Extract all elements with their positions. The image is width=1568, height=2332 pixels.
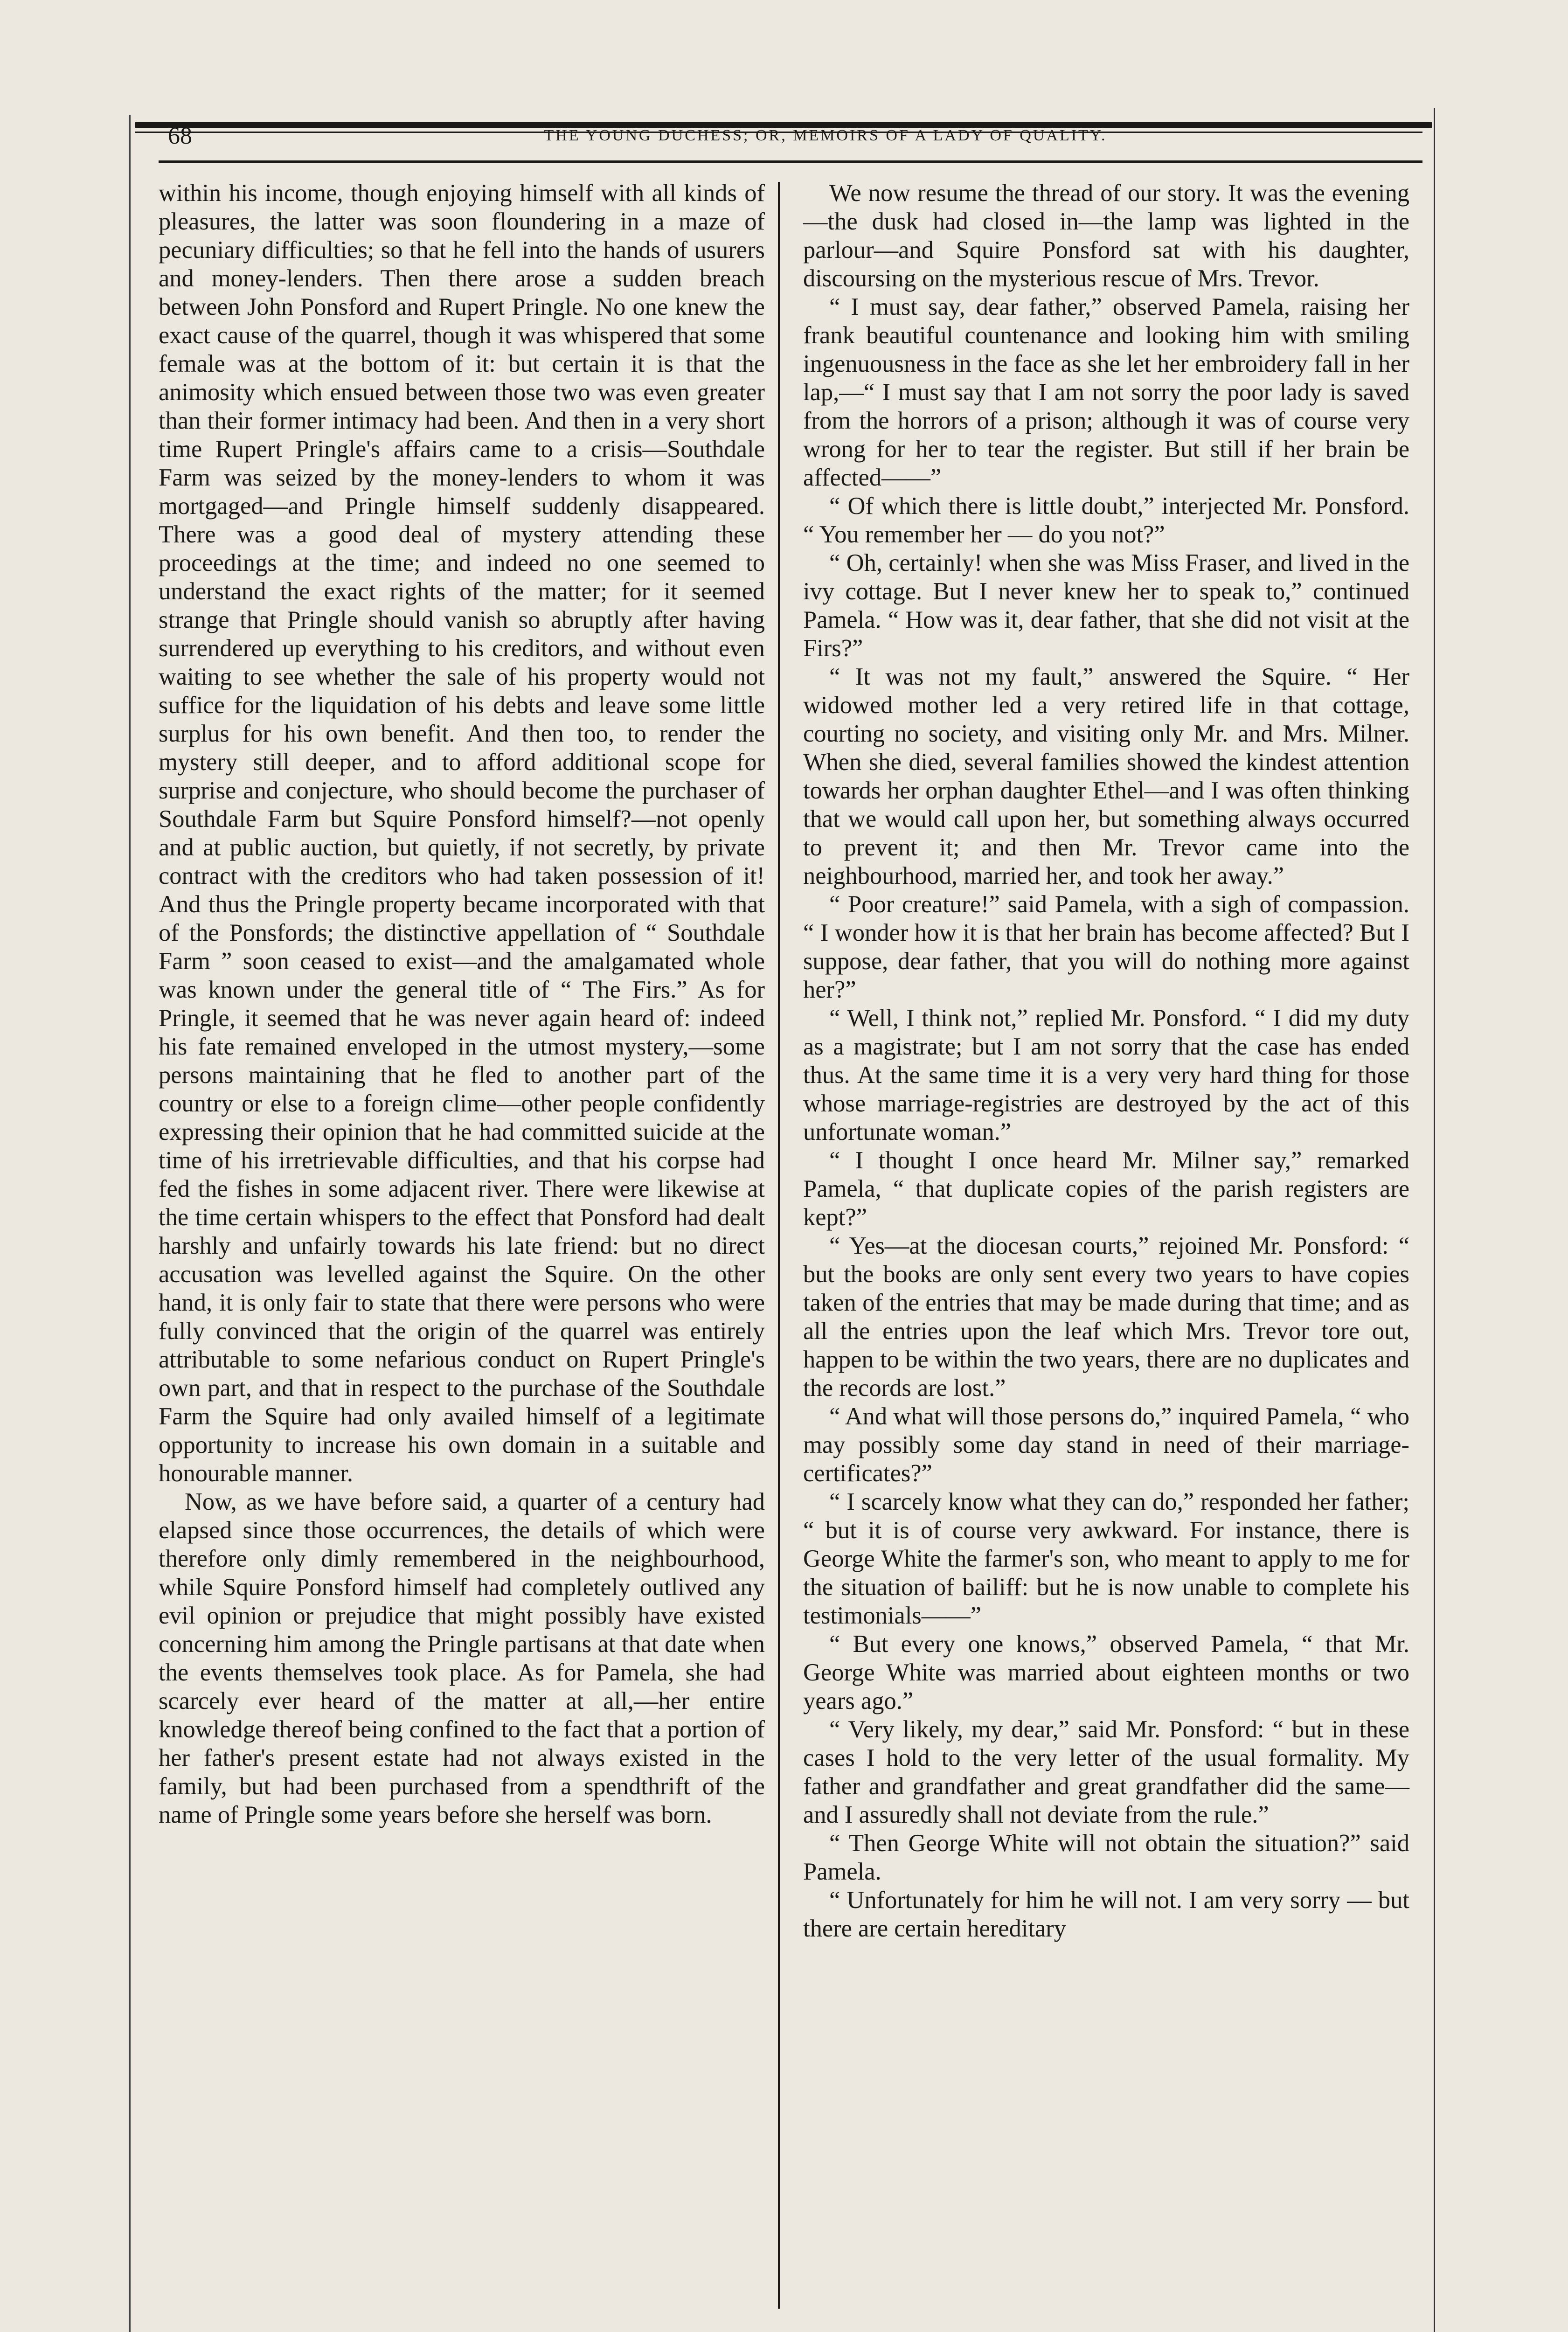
paragraph: “ Poor creature!” said Pamela, with a sigh of compassion. “ I wonder how it is that her brain has become affected? But I suppose, dear father, that you will do nothing more against her?” [803,891,1409,1003]
paragraph: within his income, though enjoying himself with all kinds of pleasures, the latter was soon floundering in a maze of pecuniary difficulties; so that he fell into the hands of usurers and money-lenders. Then there arose a sudden breach between John Ponsford and Rupert Pringle. No one knew the exact cause of the quarrel, though it was whispered that some female was at the bottom of it: but certain it is that the animosity which ensued between those two was even greater than their former intimacy had been. And then in a very short time Rupert Pringle's affairs came to a crisis—Southdale Farm was seized by the money-lenders to whom it was mortgaged—and Pringle himself suddenly disappeared. There was a good deal of mystery attending these proceedings at the time; and indeed no one seemed to understand the exact rights of the matter; for it seemed strange that Pringle should vanish so abruptly after having surrendered up everything to his creditors, and without even waiting to see whether the sale of his property would not suffice for the liquidation of his debts and leave some little surplus for his own benefit. And then too, to render the mystery still deeper, and to afford additional scope for surprise and conjecture, who should become the purchaser of Southdale Farm but Squire Ponsford himself?—not openly and at public auction, but quietly, if not secretly, by private contract with the creditors who had taken possession of it! And thus the Pringle property became incorporated with that of the Ponsfords; the distinctive appellation of “ Southdale Farm ” soon ceased to exist—and the amalgamated whole was known under the general title of “ The Firs.” As for Pringle, it seemed that he was never again heard of: indeed his fate remained enveloped in the utmost mystery,—some persons maintaining that he fled to another part of the country or else to a foreign clime—other people confidently expressing their opinion that he had committed suicide at the time of his irretrievable difficulties, and that his corpse had fed the fishes in some adjacent river. There were likewise at the time certain whispers to the effect that Ponsford had dealt harshly and unfairly towards his late friend: but no direct accusation was levelled against the Squire. On the other hand, it is only fair to state that there were persons who were fully convinced that the origin of the quarrel was entirely attributable to some nefarious conduct on Rupert Pringle's own part, and that in respect to the purchase of the Southdale Farm the Squire had only availed himself of a legitimate opportunity to increase his own domain in a suitable and honourable manner. [159,180,765,1487]
paragraph: “ I thought I once heard Mr. Milner say,” remarked Pamela, “ that duplicate copies of the parish registers are kept?” [803,1147,1409,1231]
left-border-rule [129,115,131,2332]
paragraph: “ It was not my fault,” answered the Squire. “ Her widowed mother led a very retired life in that cottage, courting no society, and visiting only Mr. and Mrs. Milner. When she died, several families showed the kindest attention towards her orphan daughter Ethel—and I was often thinking that we would call upon her, but something always occurred to prevent it; and then Mr. Trevor came into the neighbourhood, married her, and took her away.” [803,663,1409,889]
paragraph: “ Of which there is little doubt,” interjected Mr. Ponsford. “ You remember her — do you not?” [803,493,1409,548]
paragraph: We now resume the thread of our story. It was the evening—the dusk had closed in—the lamp was lighted in the parlour—and Squire Ponsford sat with his daughter, discoursing on the mysterious rescue of Mrs. Trevor. [803,180,1409,292]
paragraph: “ Oh, certainly! when she was Miss Fraser, and lived in the ivy cottage. But I never knew her to speak to,” continued Pamela. “ How was it, dear father, that she did not visit at the Firs?” [803,549,1409,662]
running-head: THE YOUNG DUCHESS; OR, MEMOIRS OF A LADY OF QUALITY. [544,127,1107,144]
paragraph: “ But every one knows,” observed Pamela, “ that Mr. George White was married about eighteen months or two years ago.” [803,1631,1409,1714]
paragraph: “ I scarcely know what they can do,” responded her father; “ but it is of course very awkward. For instance, there is George White the farmer's son, who meant to apply to me for the situation of bailiff: but he is now unable to complete his testimonials——” [803,1488,1409,1629]
column-divider [778,182,780,2309]
header-rule [159,160,1422,163]
paragraph: Now, as we have before said, a quarter of a century had elapsed since those occurrences, the details of which were therefore only dimly remembered in the neighbourhood, while Squire Ponsford himself had completely outlived any evil opinion or prejudice that might possibly have existed concerning him among the Pringle partisans at that date when the events themselves took place. As for Pamela, she had scarcely ever heard of the matter at all,—her entire knowledge thereof being confined to the fact that a portion of her father's present estate had not always existed in the family, but had been purchased from a spendthrift of the name of Pringle some years before she herself was born. [159,1488,765,1828]
paragraph: “ Unfortunately for him he will not. I am very sorry — but there are certain hereditary [803,1887,1409,1942]
paragraph: “ I must say, dear father,” observed Pamela, raising her frank beautiful countenance and looking him with smiling ingenuousness in the face as she let her embroidery fall in her lap,—“ I must say that I am not sorry the poor lady is saved from the horrors of a prison; although it was of course very wrong for her to tear the register. But still if her brain be affected——” [803,293,1409,491]
right-border-rule [1434,108,1435,2332]
paragraph: “ Very likely, my dear,” said Mr. Ponsford: “ but in these cases I hold to the very letter of the usual formality. My father and grandfather and great grandfather did the same—and I assuredly shall not deviate from the rule.” [803,1716,1409,1828]
right-column [803,179,1409,1943]
left-column [159,179,765,1829]
paragraph: “ And what will those persons do,” inquired Pamela, “ who may possibly some day stand in need of their marriage-certificates?” [803,1403,1409,1487]
paragraph: “ Well, I think not,” replied Mr. Ponsford. “ I did my duty as a magistrate; but I am not sorry that the case has ended thus. At the same time it is a very very hard thing for those whose marriage-registries are destroyed by the act of this unfortunate woman.” [803,1005,1409,1145]
paragraph: “ Then George White will not obtain the situation?” said Pamela. [803,1830,1409,1885]
page-number: 68 [168,123,192,149]
paragraph: “ Yes—at the diocesan courts,” rejoined Mr. Ponsford: “ but the books are only sent every two years to have copies taken of the entries that may be made during that time; and as all the entries upon the leaf which Mrs. Trevor tore out, happen to be within the two years, there are no duplicates and the records are lost.” [803,1232,1409,1402]
